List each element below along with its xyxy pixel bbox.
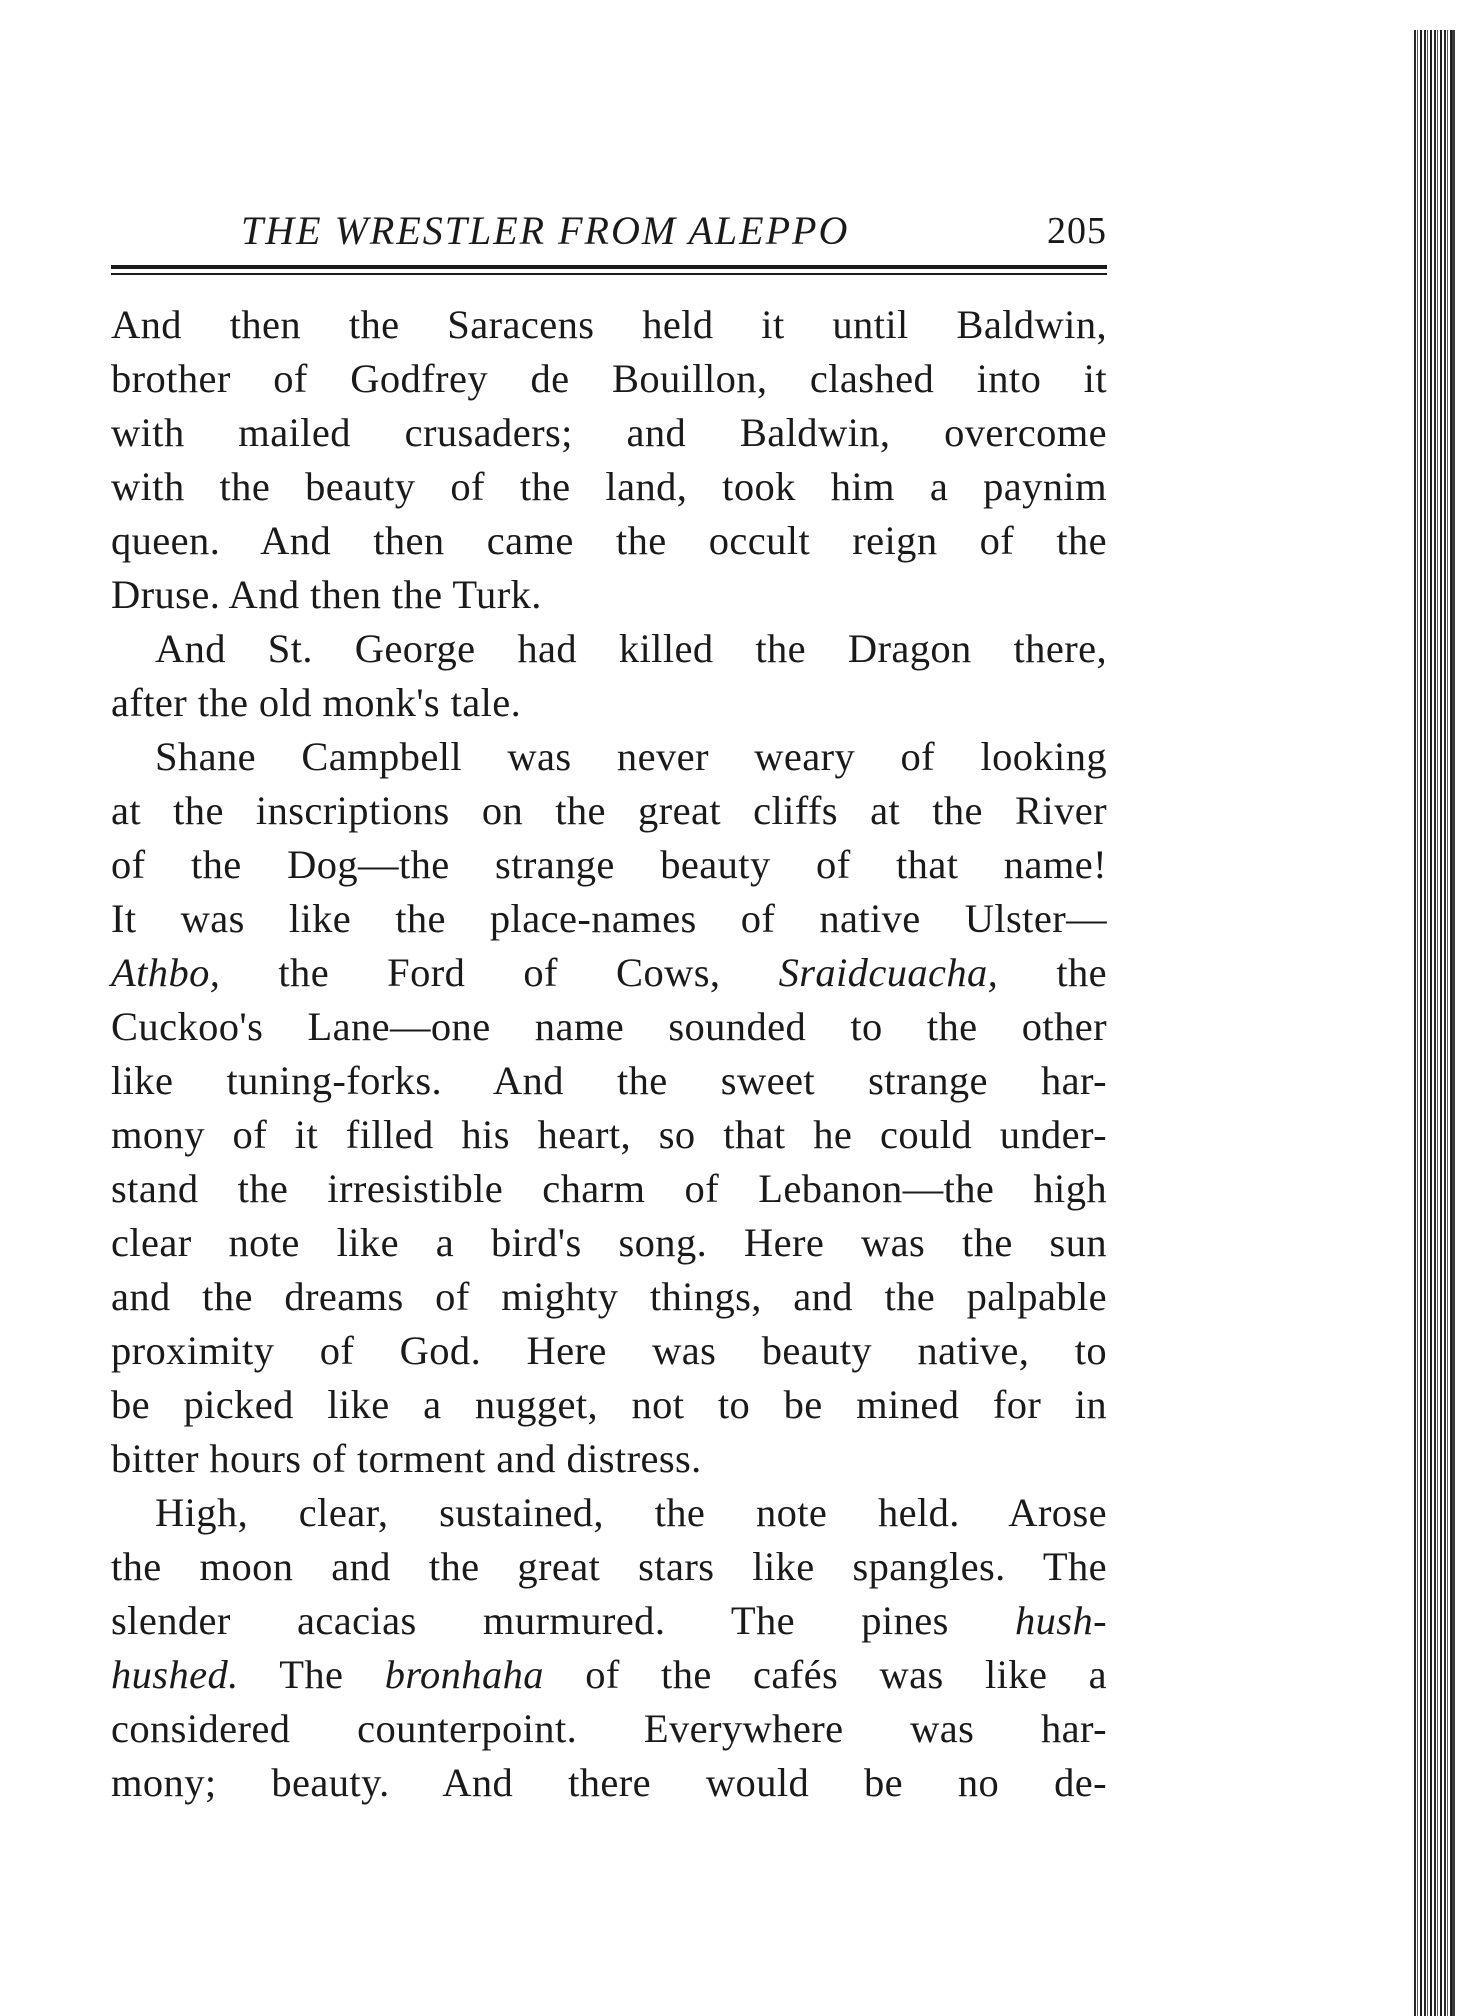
italic-word: hushed. bbox=[111, 1652, 239, 1697]
body-text bbox=[111, 298, 1107, 1810]
text-line: And St. George had killed the Dragon there, bbox=[155, 626, 1107, 671]
text-line: at the inscriptions on the great cliffs at the River bbox=[111, 788, 1107, 833]
text-line: bitter hours of torment and distress. bbox=[111, 1436, 702, 1481]
text-line: proximity of God. Here was beauty native, to bbox=[111, 1328, 1107, 1373]
text-line bbox=[111, 1594, 1107, 1648]
text-line: with mailed crusaders; and Baldwin, overcome bbox=[111, 410, 1107, 455]
running-head bbox=[111, 206, 1107, 256]
text-line: with the beauty of the land, took him a paynim bbox=[111, 464, 1107, 509]
page-binding-edge bbox=[1412, 30, 1452, 2016]
text-line: after the old monk's tale. bbox=[111, 680, 522, 725]
text-line: the moon and the great stars like spangles. The bbox=[111, 1544, 1107, 1589]
text-line: of the Dog—the strange beauty of that name! bbox=[111, 842, 1107, 887]
text-segment: the bbox=[998, 950, 1107, 995]
text-segment: The bbox=[238, 1652, 385, 1697]
text-line: And then the Saracens held it until Baldwin, bbox=[111, 302, 1107, 347]
text-line: considered counterpoint. Everywhere was har- bbox=[111, 1706, 1107, 1751]
text-segment: slender acacias murmured. The pines bbox=[111, 1598, 1015, 1643]
text-line: Druse. And then the Turk. bbox=[111, 572, 542, 617]
italic-place-name: Athbo, bbox=[111, 950, 221, 995]
text-line: stand the irresistible charm of Lebanon—the high bbox=[111, 1166, 1107, 1211]
text-line: like tuning-forks. And the sweet strange har- bbox=[111, 1058, 1107, 1103]
text-line: It was like the place-names of native Ulster— bbox=[111, 896, 1107, 941]
text-line: clear note like a bird's song. Here was the sun bbox=[111, 1220, 1107, 1265]
text-line: High, clear, sustained, the note held. Arose bbox=[155, 1490, 1107, 1535]
header-rule-thin bbox=[111, 273, 1107, 275]
text-line: be picked like a nugget, not to be mined for in bbox=[111, 1382, 1107, 1427]
text-line: and the dreams of mighty things, and the palpable bbox=[111, 1274, 1107, 1319]
text-line: queen. And then came the occult reign of the bbox=[111, 518, 1107, 563]
text-line bbox=[111, 1648, 1107, 1702]
text-line: mony; beauty. And there would be no de- bbox=[111, 1760, 1107, 1805]
italic-word: hush- bbox=[1015, 1598, 1107, 1643]
page-binding-shadow bbox=[1452, 30, 1455, 2016]
text-line: Shane Campbell was never weary of looking bbox=[155, 734, 1107, 779]
text-line: mony of it filled his heart, so that he could under- bbox=[111, 1112, 1107, 1157]
text-line: brother of Godfrey de Bouillon, clashed into it bbox=[111, 356, 1107, 401]
text-line bbox=[111, 946, 1107, 1000]
text-segment: the Ford of Cows, bbox=[220, 950, 779, 995]
running-title: THE WRESTLER FROM ALEPPO bbox=[241, 208, 850, 253]
italic-word: bronhaha bbox=[384, 1652, 544, 1697]
text-segment: of the cafés was like a bbox=[543, 1652, 1107, 1697]
header-rule-thick bbox=[111, 265, 1107, 269]
italic-place-name: Sraidcuacha, bbox=[778, 950, 999, 995]
page-number: 205 bbox=[1047, 210, 1107, 252]
text-line: Cuckoo's Lane—one name sounded to the other bbox=[111, 1004, 1107, 1049]
